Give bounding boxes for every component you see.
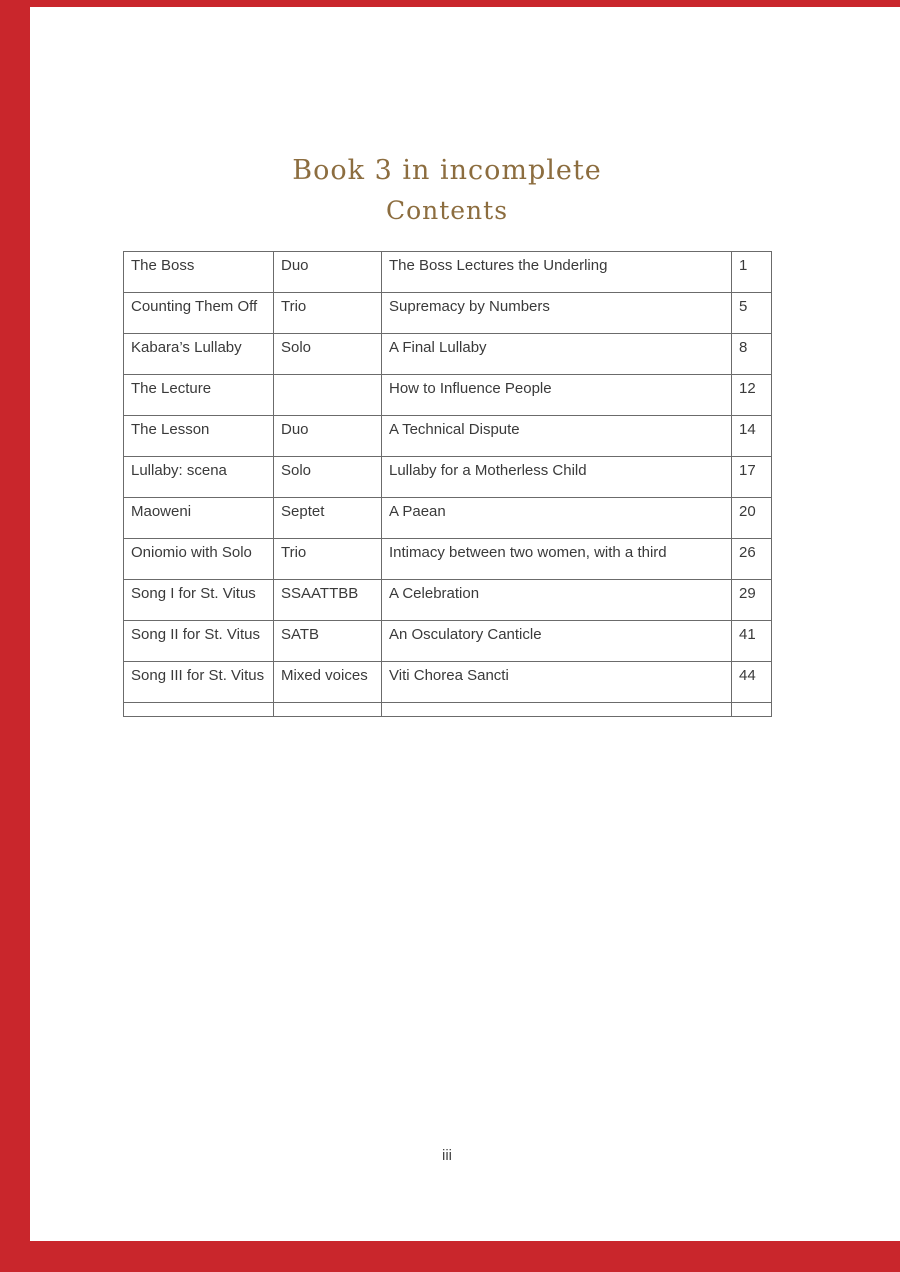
cell-title: Lullaby: scena bbox=[124, 457, 274, 498]
cell-voicing: Duo bbox=[274, 252, 382, 293]
contents-table bbox=[123, 251, 772, 717]
cell-voicing: Mixed voices bbox=[274, 662, 382, 703]
table-row bbox=[124, 293, 772, 334]
cell-title: The Lecture bbox=[124, 375, 274, 416]
table-row bbox=[124, 539, 772, 580]
cell-voicing: SATB bbox=[274, 621, 382, 662]
cell-page: 1 bbox=[732, 252, 772, 293]
table-row bbox=[124, 416, 772, 457]
cell-page: 44 bbox=[732, 662, 772, 703]
cell-voicing: SSAATTBB bbox=[274, 580, 382, 621]
table-row bbox=[124, 703, 772, 717]
cell-page: 41 bbox=[732, 621, 772, 662]
contents-table-body bbox=[124, 252, 772, 717]
cell-title: The Lesson bbox=[124, 416, 274, 457]
cell-description: How to Influence People bbox=[382, 375, 732, 416]
cell-voicing: Trio bbox=[274, 539, 382, 580]
table-row bbox=[124, 621, 772, 662]
document-page bbox=[30, 7, 900, 1241]
table-row bbox=[124, 498, 772, 539]
table-row bbox=[124, 457, 772, 498]
cell-page: 8 bbox=[732, 334, 772, 375]
cell-title: Song I for St. Vitus bbox=[124, 580, 274, 621]
table-row bbox=[124, 580, 772, 621]
page-subtitle: Contents bbox=[385, 196, 509, 225]
cell-description: A Celebration bbox=[382, 580, 732, 621]
cell-page: 17 bbox=[732, 457, 772, 498]
cell-description bbox=[382, 703, 732, 717]
cell-page: 29 bbox=[732, 580, 772, 621]
page-content bbox=[123, 7, 771, 717]
cell-description: Lullaby for a Motherless Child bbox=[382, 457, 732, 498]
cell-voicing bbox=[274, 375, 382, 416]
cell-voicing bbox=[274, 703, 382, 717]
page-title: Book 3 in incomplete bbox=[292, 155, 602, 186]
cell-voicing: Solo bbox=[274, 334, 382, 375]
cell-page: 26 bbox=[732, 539, 772, 580]
cell-title: The Boss bbox=[124, 252, 274, 293]
cell-title: Song III for St. Vitus bbox=[124, 662, 274, 703]
cell-voicing: Trio bbox=[274, 293, 382, 334]
cell-description: The Boss Lectures the Underling bbox=[382, 252, 732, 293]
cell-description: An Osculatory Canticle bbox=[382, 621, 732, 662]
footer-page-number: iii bbox=[442, 1147, 452, 1164]
table-row bbox=[124, 662, 772, 703]
cell-voicing: Solo bbox=[274, 457, 382, 498]
table-row bbox=[124, 375, 772, 416]
cell-description: Viti Chorea Sancti bbox=[382, 662, 732, 703]
cell-description: A Paean bbox=[382, 498, 732, 539]
cell-description: A Final Lullaby bbox=[382, 334, 732, 375]
cell-description: A Technical Dispute bbox=[382, 416, 732, 457]
cell-title bbox=[124, 703, 274, 717]
cell-description: Intimacy between two women, with a third bbox=[382, 539, 732, 580]
cell-title: Maoweni bbox=[124, 498, 274, 539]
cell-page: 20 bbox=[732, 498, 772, 539]
table-row bbox=[124, 334, 772, 375]
cell-title: Oniomio with Solo bbox=[124, 539, 274, 580]
cell-page: 5 bbox=[732, 293, 772, 334]
cell-description: Supremacy by Numbers bbox=[382, 293, 732, 334]
cell-page: 12 bbox=[732, 375, 772, 416]
title-block bbox=[123, 155, 771, 225]
table-row bbox=[124, 252, 772, 293]
cell-title: Song II for St. Vitus bbox=[124, 621, 274, 662]
cell-page bbox=[732, 703, 772, 717]
cell-title: Counting Them Off bbox=[124, 293, 274, 334]
cell-voicing: Septet bbox=[274, 498, 382, 539]
cell-voicing: Duo bbox=[274, 416, 382, 457]
cell-title: Kabara’s Lullaby bbox=[124, 334, 274, 375]
cell-page: 14 bbox=[732, 416, 772, 457]
